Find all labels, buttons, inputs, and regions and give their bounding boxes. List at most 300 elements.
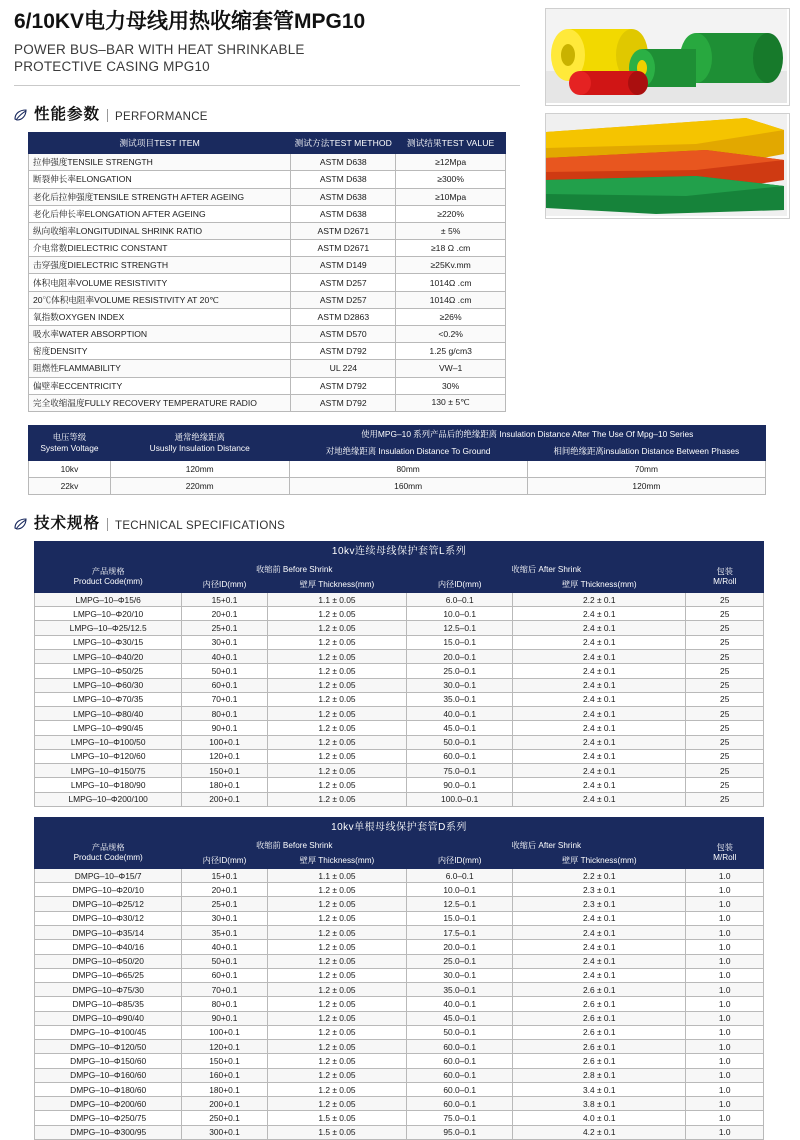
table-cell: 体积电阻率VOLUME RESISTIVITY: [29, 274, 291, 291]
table-row: [35, 749, 764, 763]
table-row: [35, 635, 764, 649]
table-cell: 1.2 ± 0.05: [267, 1025, 407, 1039]
table-cell: 2.4 ± 0.1: [513, 911, 686, 925]
table-cell: 25+0.1: [182, 897, 267, 911]
section-technical-heading: [14, 511, 800, 533]
table-cell: 吸水率WATER ABSORPTION: [29, 326, 291, 343]
table-cell: 1014Ω .cm: [396, 274, 506, 291]
table-row: [35, 592, 764, 606]
table-cell: 50.0–0.1: [407, 735, 513, 749]
table-cell: 2.4 ± 0.1: [513, 692, 686, 706]
table-cell: ≥26%: [396, 308, 506, 325]
table-cell: ASTM D638: [291, 205, 396, 222]
table-cell: 2.6 ± 0.1: [513, 983, 686, 997]
spec-table-d-series: [34, 817, 764, 1140]
table-cell: 120mm: [527, 477, 765, 494]
table-cell: 22kv: [29, 477, 111, 494]
table-cell: 2.4 ± 0.1: [513, 621, 686, 635]
table-cell: 1.0: [686, 1125, 764, 1139]
page-title-en-line1: POWER BUS–BAR WITH HEAT SHRINKABLE: [14, 41, 305, 57]
table-cell: 4.0 ± 0.1: [513, 1111, 686, 1125]
table-cell: 25: [686, 635, 764, 649]
spec-l-title: 10kv连续母线保护套管L系列: [35, 541, 764, 562]
table-cell: 2.3 ± 0.1: [513, 897, 686, 911]
table-row: [35, 883, 764, 897]
table-cell: 1.1 ± 0.05: [267, 868, 407, 882]
table-row: [29, 154, 506, 171]
spec-col-subheader: 内径ID(mm): [407, 853, 513, 868]
table-row: [35, 983, 764, 997]
table-cell: 15+0.1: [182, 592, 267, 606]
table-cell: ASTM D638: [291, 188, 396, 205]
table-cell: 40+0.1: [182, 940, 267, 954]
table-cell: 160mm: [289, 477, 527, 494]
table-cell: 25: [686, 721, 764, 735]
table-cell: 60.0–0.1: [407, 1082, 513, 1096]
table-cell: 25.0–0.1: [407, 954, 513, 968]
table-cell: 2.4 ± 0.1: [513, 764, 686, 778]
table-row: [35, 650, 764, 664]
table-row: [29, 257, 506, 274]
spec-col-subheader: 壁厚 Thickness(mm): [513, 853, 686, 868]
spec-d-title-row: [35, 817, 764, 838]
table-cell: 1.0: [686, 983, 764, 997]
table-cell: 180+0.1: [182, 778, 267, 792]
table-cell: 10.0–0.1: [407, 883, 513, 897]
table-cell: LMPG–10–Φ100/50: [35, 735, 182, 749]
table-cell: ASTM D570: [291, 326, 396, 343]
spec-col-subheader: 内径ID(mm): [407, 577, 513, 592]
table-cell: 25: [686, 707, 764, 721]
table-cell: 15.0–0.1: [407, 911, 513, 925]
table-row: [35, 940, 764, 954]
table-cell: ASTM D2863: [291, 308, 396, 325]
table-cell: 2.4 ± 0.1: [513, 650, 686, 664]
spec-col-subheader: 内径ID(mm): [182, 577, 267, 592]
table-row: [35, 621, 764, 635]
table-cell: 100+0.1: [182, 1025, 267, 1039]
table-cell: LMPG–10–Φ30/15: [35, 635, 182, 649]
table-header-row: [35, 838, 764, 853]
table-cell: 20+0.1: [182, 607, 267, 621]
table-cell: 50+0.1: [182, 954, 267, 968]
table-cell: 1.2 ± 0.05: [267, 926, 407, 940]
table-cell: DMPG–10–Φ160/60: [35, 1068, 182, 1082]
table-cell: 6.0–0.1: [407, 868, 513, 882]
table-cell: ASTM D792: [291, 394, 396, 411]
table-cell: ≥12Mpa: [396, 154, 506, 171]
table-row: [29, 291, 506, 308]
table-cell: 1.2 ± 0.05: [267, 1068, 407, 1082]
table-cell: 60.0–0.1: [407, 1040, 513, 1054]
table-cell: 1.0: [686, 883, 764, 897]
table-cell: DMPG–10–Φ20/10: [35, 883, 182, 897]
table-cell: 1.2 ± 0.05: [267, 997, 407, 1011]
table-cell: 1.0: [686, 1011, 764, 1025]
table-cell: 25: [686, 764, 764, 778]
table-cell: 25: [686, 678, 764, 692]
table-cell: LMPG–10–Φ25/12.5: [35, 621, 182, 635]
table-row: [35, 1054, 764, 1068]
table-cell: 2.4 ± 0.1: [513, 664, 686, 678]
table-row: [35, 792, 764, 806]
table-row: [35, 897, 764, 911]
table-cell: 1.0: [686, 968, 764, 982]
table-cell: 80+0.1: [182, 997, 267, 1011]
spec-col-before: 收缩前 Before Shrink: [182, 562, 407, 577]
table-cell: 15+0.1: [182, 868, 267, 882]
table-cell: 200+0.1: [182, 1097, 267, 1111]
table-cell: 2.6 ± 0.1: [513, 1025, 686, 1039]
table-cell: 2.2 ± 0.1: [513, 592, 686, 606]
table-row: [35, 778, 764, 792]
table-cell: 25: [686, 692, 764, 706]
table-row: [35, 1097, 764, 1111]
table-cell: DMPG–10–Φ180/60: [35, 1082, 182, 1096]
table-cell: 2.3 ± 0.1: [513, 883, 686, 897]
table-cell: 老化后拉伸强度TENSILE STRENGTH AFTER AGEING: [29, 188, 291, 205]
table-cell: 70+0.1: [182, 983, 267, 997]
table-cell: ASTM D638: [291, 154, 396, 171]
table-cell: 150+0.1: [182, 764, 267, 778]
table-row: [35, 868, 764, 882]
table-cell: 25: [686, 621, 764, 635]
table-cell: 2.4 ± 0.1: [513, 778, 686, 792]
table-cell: 2.4 ± 0.1: [513, 954, 686, 968]
table-cell: 1.0: [686, 897, 764, 911]
table-cell: 70+0.1: [182, 692, 267, 706]
table-cell: DMPG–10–Φ85/35: [35, 997, 182, 1011]
ins-col-subheader: 对地绝缘距离 Insulation Distance To Ground: [289, 443, 527, 461]
table-cell: ASTM D149: [291, 257, 396, 274]
table-cell: 2.4 ± 0.1: [513, 678, 686, 692]
product-photo-rolls: [545, 8, 790, 106]
table-cell: 25: [686, 664, 764, 678]
ins-col-voltage: 电压等级 System Voltage: [29, 425, 111, 460]
spec-d-wrapper: [34, 817, 764, 1140]
table-cell: 60+0.1: [182, 678, 267, 692]
table-row: [35, 997, 764, 1011]
section-performance-title-en: PERFORMANCE: [115, 111, 208, 124]
table-cell: 60+0.1: [182, 968, 267, 982]
table-row: [35, 607, 764, 621]
table-cell: 1.2 ± 0.05: [267, 1097, 407, 1111]
table-cell: 1.0: [686, 1082, 764, 1096]
table-cell: LMPG–10–Φ20/10: [35, 607, 182, 621]
table-cell: 25+0.1: [182, 621, 267, 635]
table-cell: 300+0.1: [182, 1125, 267, 1139]
table-cell: 1.2 ± 0.05: [267, 954, 407, 968]
table-cell: 1.2 ± 0.05: [267, 764, 407, 778]
table-cell: LMPG–10–Φ200/100: [35, 792, 182, 806]
table-cell: LMPG–10–Φ150/75: [35, 764, 182, 778]
spec-l-wrapper: [34, 541, 764, 807]
table-header-row: [35, 562, 764, 577]
table-cell: DMPG–10–Φ120/50: [35, 1040, 182, 1054]
table-cell: 1.2 ± 0.05: [267, 1040, 407, 1054]
table-row: [35, 721, 764, 735]
table-cell: 1.0: [686, 1040, 764, 1054]
table-cell: ≥18 Ω .cm: [396, 240, 506, 257]
table-cell: 氧指数OXYGEN INDEX: [29, 308, 291, 325]
table-cell: 密度DENSITY: [29, 343, 291, 360]
table-cell: 90.0–0.1: [407, 778, 513, 792]
header-divider: [14, 85, 520, 86]
table-cell: 25: [686, 607, 764, 621]
table-cell: 2.4 ± 0.1: [513, 635, 686, 649]
table-cell: 1.2 ± 0.05: [267, 678, 407, 692]
table-cell: ASTM D257: [291, 291, 396, 308]
table-cell: ≥220%: [396, 205, 506, 222]
table-cell: 1.2 ± 0.05: [267, 1011, 407, 1025]
table-cell: 1.0: [686, 1068, 764, 1082]
table-cell: 75.0–0.1: [407, 1111, 513, 1125]
table-cell: 2.4 ± 0.1: [513, 749, 686, 763]
table-cell: 1.2 ± 0.05: [267, 778, 407, 792]
perf-col-header: 测试项目TEST ITEM: [29, 133, 291, 154]
table-cell: 1.2 ± 0.05: [267, 635, 407, 649]
table-cell: 30+0.1: [182, 911, 267, 925]
table-cell: 90+0.1: [182, 721, 267, 735]
table-row: [35, 1025, 764, 1039]
table-cell: ASTM D792: [291, 377, 396, 394]
perf-col-header: 测试结果TEST VALUE: [396, 133, 506, 154]
table-cell: 3.8 ± 0.1: [513, 1097, 686, 1111]
section-technical-title-cn: 技术规格: [34, 514, 101, 532]
table-cell: 130 ± 5℃: [396, 394, 506, 411]
table-cell: 6.0–0.1: [407, 592, 513, 606]
table-cell: 15.0–0.1: [407, 635, 513, 649]
table-row: [29, 274, 506, 291]
table-row: [29, 343, 506, 360]
table-cell: DMPG–10–Φ40/16: [35, 940, 182, 954]
table-cell: 35.0–0.1: [407, 692, 513, 706]
table-cell: 60.0–0.1: [407, 749, 513, 763]
table-cell: 1.1 ± 0.05: [267, 592, 407, 606]
table-cell: 100+0.1: [182, 735, 267, 749]
table-cell: 2.2 ± 0.1: [513, 868, 686, 882]
table-cell: 1.2 ± 0.05: [267, 1082, 407, 1096]
table-cell: 1.0: [686, 1097, 764, 1111]
table-cell: ≥10Mpa: [396, 188, 506, 205]
table-cell: 2.4 ± 0.1: [513, 926, 686, 940]
table-cell: 1.2 ± 0.05: [267, 621, 407, 635]
table-cell: 250+0.1: [182, 1111, 267, 1125]
table-cell: 1.0: [686, 997, 764, 1011]
table-row: [35, 1125, 764, 1139]
table-cell: ASTM D792: [291, 343, 396, 360]
table-cell: <0.2%: [396, 326, 506, 343]
table-row: [35, 692, 764, 706]
ins-col-usual: 通常绝缘距离 Ususlly Insulation Distance: [110, 425, 289, 460]
product-photo-tubes: [545, 113, 790, 219]
table-cell: LMPG–10–Φ80/40: [35, 707, 182, 721]
table-row: [29, 188, 506, 205]
table-cell: 2.4 ± 0.1: [513, 735, 686, 749]
spec-col-subheader: 壁厚 Thickness(mm): [267, 853, 407, 868]
table-cell: LMPG–10–Φ50/25: [35, 664, 182, 678]
table-header-row: [29, 133, 506, 154]
table-cell: 2.6 ± 0.1: [513, 997, 686, 1011]
table-cell: 50.0–0.1: [407, 1025, 513, 1039]
spec-col-before: 收缩前 Before Shrink: [182, 838, 407, 853]
table-cell: 断裂伸长率ELONGATION: [29, 171, 291, 188]
table-cell: 1.5 ± 0.05: [267, 1125, 407, 1139]
table-cell: DMPG–10–Φ100/45: [35, 1025, 182, 1039]
table-cell: 1.2 ± 0.05: [267, 664, 407, 678]
spec-col-subheader: 壁厚 Thickness(mm): [267, 577, 407, 592]
table-cell: 2.4 ± 0.1: [513, 968, 686, 982]
page-title-en-line2: PROTECTIVE CASING MPG10: [14, 59, 210, 75]
table-cell: 1.25 g/cm3: [396, 343, 506, 360]
table-cell: 1.2 ± 0.05: [267, 692, 407, 706]
table-cell: ASTM D2671: [291, 240, 396, 257]
table-cell: 60.0–0.1: [407, 1054, 513, 1068]
table-cell: DMPG–10–Φ30/12: [35, 911, 182, 925]
table-row: [35, 926, 764, 940]
table-cell: 25: [686, 735, 764, 749]
table-cell: 20℃体积电阻率VOLUME RESISTIVITY AT 20℃: [29, 291, 291, 308]
section-performance-title-cn: 性能参数: [34, 106, 101, 124]
table-cell: DMPG–10–Φ65/25: [35, 968, 182, 982]
table-cell: ≥25Kv.mm: [396, 257, 506, 274]
table-cell: 80mm: [289, 460, 527, 477]
table-cell: 1.2 ± 0.05: [267, 983, 407, 997]
table-cell: 160+0.1: [182, 1068, 267, 1082]
spec-col-subheader: 壁厚 Thickness(mm): [513, 577, 686, 592]
table-cell: 1.2 ± 0.05: [267, 897, 407, 911]
table-cell: 220mm: [110, 477, 289, 494]
table-cell: 25: [686, 592, 764, 606]
table-cell: ASTM D2671: [291, 222, 396, 239]
table-cell: 25: [686, 792, 764, 806]
spec-l-title-row: [35, 541, 764, 562]
table-cell: 40.0–0.1: [407, 707, 513, 721]
table-cell: 击穿强度DIELECTRIC STRENGTH: [29, 257, 291, 274]
title-separator: [107, 109, 108, 122]
table-cell: 拉伸强度TENSILE STRENGTH: [29, 154, 291, 171]
table-cell: 2.4 ± 0.1: [513, 792, 686, 806]
table-cell: UL 224: [291, 360, 396, 377]
spec-col-after: 收缩后 After Shrink: [407, 562, 686, 577]
table-cell: 20.0–0.1: [407, 940, 513, 954]
table-cell: 40.0–0.1: [407, 997, 513, 1011]
table-cell: 1.0: [686, 954, 764, 968]
ins-col-subheader: 相间绝缘距离insulation Distance Between Phases: [527, 443, 765, 461]
table-cell: ASTM D638: [291, 171, 396, 188]
table-cell: 2.6 ± 0.1: [513, 1040, 686, 1054]
table-row: [29, 205, 506, 222]
table-cell: LMPG–10–Φ120/60: [35, 749, 182, 763]
table-cell: 1.0: [686, 911, 764, 925]
table-cell: 1.2 ± 0.05: [267, 735, 407, 749]
table-cell: 1.2 ± 0.05: [267, 792, 407, 806]
table-cell: 1.2 ± 0.05: [267, 1054, 407, 1068]
table-cell: 35.0–0.1: [407, 983, 513, 997]
table-cell: DMPG–10–Φ25/12: [35, 897, 182, 911]
table-cell: 50+0.1: [182, 664, 267, 678]
table-cell: 100.0–0.1: [407, 792, 513, 806]
table-row: [35, 968, 764, 982]
table-cell: 45.0–0.1: [407, 721, 513, 735]
table-cell: 95.0–0.1: [407, 1125, 513, 1139]
spec-col-product: 产品规格 Product Code(mm): [35, 562, 182, 592]
leaf-bullet-icon: [14, 517, 28, 531]
spec-col-after: 收缩后 After Shrink: [407, 838, 686, 853]
page-header: [0, 0, 534, 86]
spec-d-title: 10kv单根母线保护套管D系列: [35, 817, 764, 838]
table-cell: LMPG–10–Φ60/30: [35, 678, 182, 692]
table-row: [29, 222, 506, 239]
table-cell: 1014Ω .cm: [396, 291, 506, 308]
table-row: [29, 460, 766, 477]
table-cell: 30+0.1: [182, 635, 267, 649]
table-cell: 2.6 ± 0.1: [513, 1011, 686, 1025]
table-cell: 25: [686, 749, 764, 763]
table-cell: 20.0–0.1: [407, 650, 513, 664]
table-cell: 200+0.1: [182, 792, 267, 806]
table-row: [29, 360, 506, 377]
table-cell: 1.0: [686, 868, 764, 882]
table-cell: 12.5–0.1: [407, 621, 513, 635]
table-cell: 1.2 ± 0.05: [267, 968, 407, 982]
table-cell: DMPG–10–Φ250/75: [35, 1111, 182, 1125]
table-cell: 2.4 ± 0.1: [513, 707, 686, 721]
table-cell: 1.2 ± 0.05: [267, 883, 407, 897]
spec-col-pack: 包装 M/Roll: [686, 838, 764, 868]
table-cell: 120+0.1: [182, 749, 267, 763]
table-cell: 2.4 ± 0.1: [513, 940, 686, 954]
table-cell: 1.2 ± 0.05: [267, 940, 407, 954]
table-cell: 25: [686, 650, 764, 664]
table-cell: 45.0–0.1: [407, 1011, 513, 1025]
table-cell: DMPG–10–Φ90/40: [35, 1011, 182, 1025]
section-technical-title-en: TECHNICAL SPECIFICATIONS: [115, 519, 286, 532]
table-cell: 30%: [396, 377, 506, 394]
table-cell: 60.0–0.1: [407, 1068, 513, 1082]
table-cell: 1.0: [686, 926, 764, 940]
table-cell: 完全收缩温度FULLY RECOVERY TEMPERATURE RADIO: [29, 394, 291, 411]
table-cell: VW–1: [396, 360, 506, 377]
table-cell: 纵向收缩率LONGITUDINAL SHRINK RATIO: [29, 222, 291, 239]
table-header-row: [29, 425, 766, 443]
table-row: [29, 171, 506, 188]
page-title-en: [14, 41, 534, 77]
table-cell: 90+0.1: [182, 1011, 267, 1025]
table-cell: DMPG–10–Φ300/95: [35, 1125, 182, 1139]
table-cell: LMPG–10–Φ180/90: [35, 778, 182, 792]
table-cell: 75.0–0.1: [407, 764, 513, 778]
table-cell: DMPG–10–Φ50/20: [35, 954, 182, 968]
table-cell: 1.2 ± 0.05: [267, 721, 407, 735]
table-row: [35, 664, 764, 678]
perf-col-header: 测试方法TEST METHOD: [291, 133, 396, 154]
table-cell: 阻燃性FLAMMABILITY: [29, 360, 291, 377]
table-cell: 介电常数DIELECTRIC CONSTANT: [29, 240, 291, 257]
table-cell: DMPG–10–Φ35/14: [35, 926, 182, 940]
table-cell: 180+0.1: [182, 1082, 267, 1096]
table-cell: 3.4 ± 0.1: [513, 1082, 686, 1096]
table-cell: LMPG–10–Φ90/45: [35, 721, 182, 735]
table-row: [35, 735, 764, 749]
table-cell: 2.4 ± 0.1: [513, 721, 686, 735]
table-cell: 1.2 ± 0.05: [267, 650, 407, 664]
table-cell: 1.0: [686, 1054, 764, 1068]
table-cell: 120mm: [110, 460, 289, 477]
table-cell: 1.2 ± 0.05: [267, 607, 407, 621]
table-cell: DMPG–10–Φ200/60: [35, 1097, 182, 1111]
page-title-cn: 6/10KV电力母线用热收缩套管MPG10: [14, 10, 366, 33]
